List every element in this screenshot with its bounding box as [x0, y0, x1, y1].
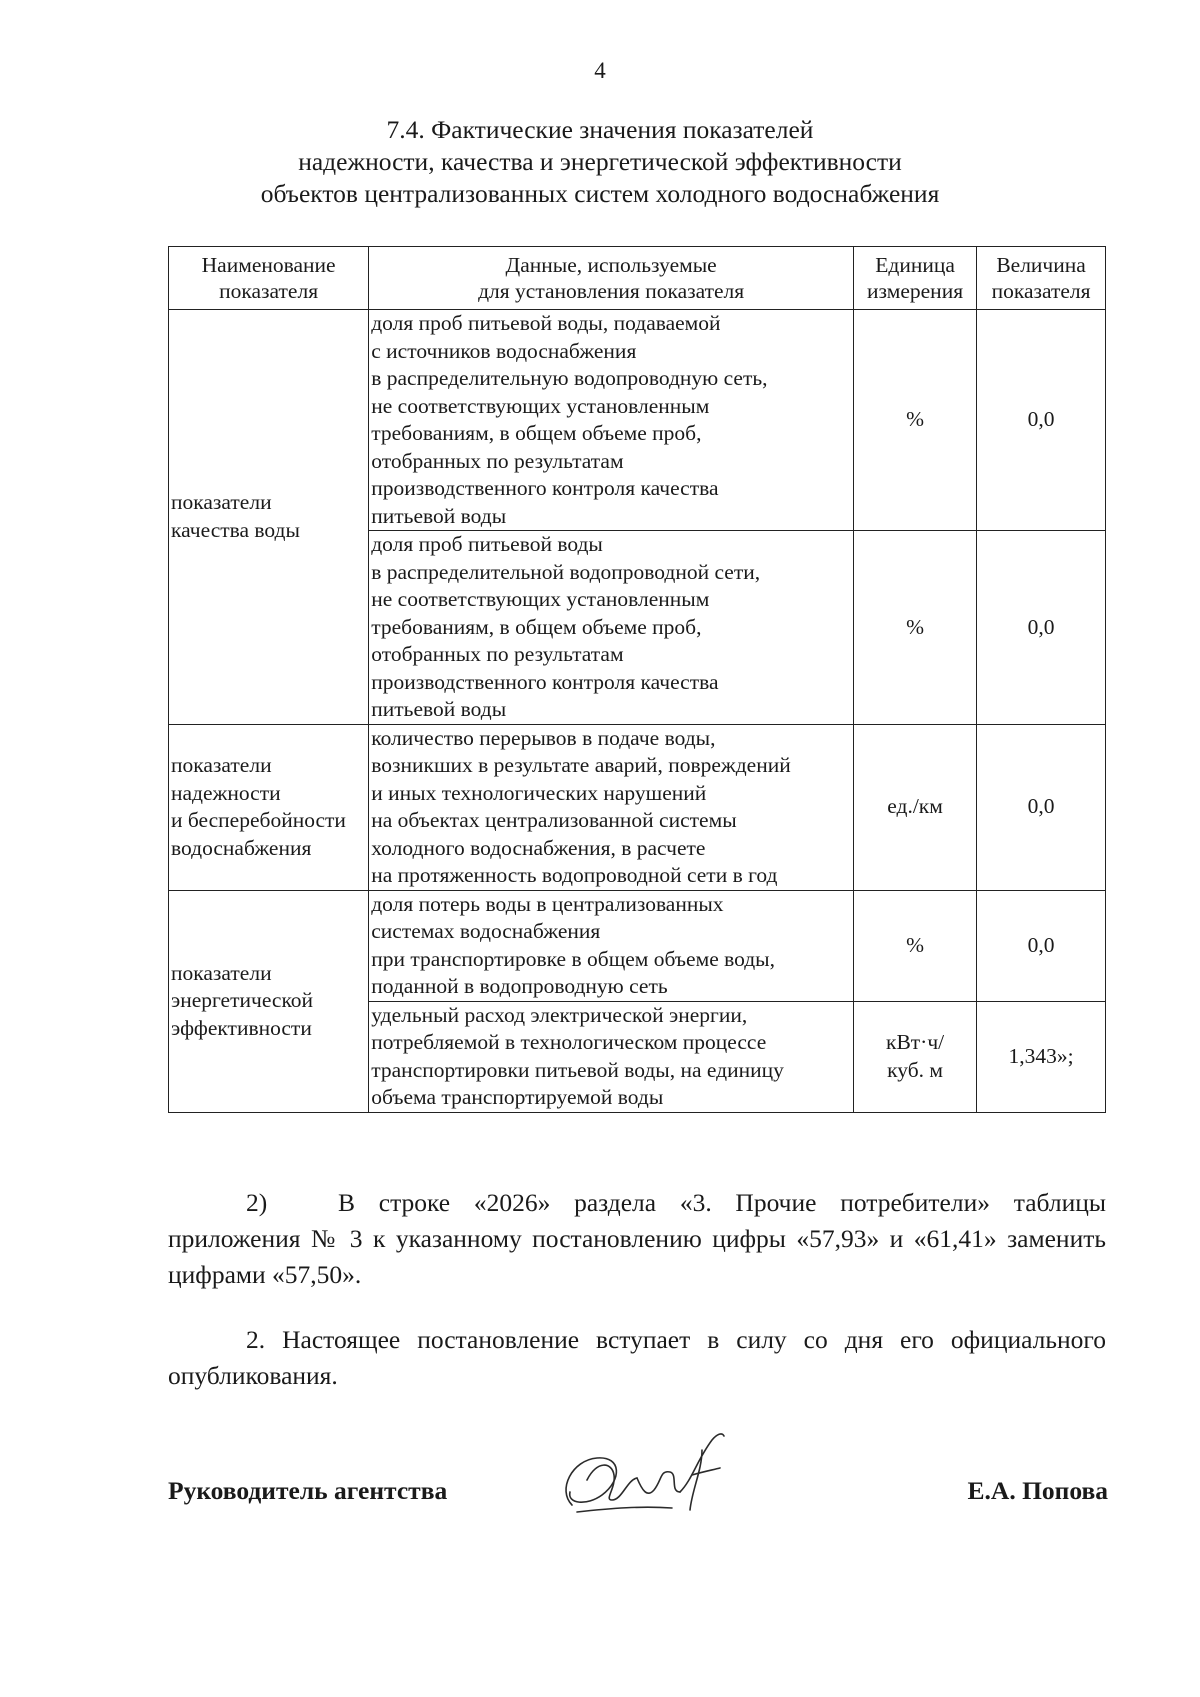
paragraph-amendment — [168, 1185, 1106, 1293]
indicator-value: 0,0 — [977, 890, 1106, 1001]
page-number: 4 — [594, 58, 606, 83]
section-title-line-1: 7.4. Фактические значения показателей — [386, 115, 814, 144]
header-value: Величина показателя — [977, 247, 1106, 310]
header-name: Наименование показателя — [169, 247, 369, 310]
paragraph-text: В строке «2026» раздела «3. Прочие потребители» таблицы приложения № 3 к указанному постановлению цифры «57,93» и «61,41» заменить цифрами «57,50». — [168, 1188, 1106, 1289]
indicator-data-description: удельный расход электрической энергии, потребляемой в технологическом процессе транспортировки питьевой воды, на единицу объема транспортируемой воды — [369, 1001, 854, 1112]
indicator-group-name: показатели качества воды — [169, 310, 369, 725]
handwritten-signature — [552, 1420, 742, 1520]
indicator-value: 1,343»; — [977, 1001, 1106, 1112]
table-row — [169, 724, 1106, 890]
indicator-data-description: доля проб питьевой воды в распределительной водопроводной сети, не соответствующих установленным требованиям, в общем объеме проб, отобранных по результатам производственного контроля качества питьевой воды — [369, 531, 854, 725]
indicator-data-description: количество перерывов в подаче воды, возникших в результате аварий, повреждений и иных технологических нарушений на объектах централизованной системы холодного водоснабжения, в расчете на протяженность водопроводной сети в год — [369, 724, 854, 890]
indicator-group-name: показатели надежности и бесперебойности водоснабжения — [169, 724, 369, 890]
signatory-title: Руководитель агентства — [168, 1476, 448, 1505]
section-title — [0, 114, 1200, 210]
indicator-data-description: доля проб питьевой воды, подаваемой с источников водоснабжения в распределительную водопроводную сеть, не соответствующих установленным требованиям, в общем объеме проб, отобранных по результатам производственного контроля качества питьевой воды — [369, 310, 854, 531]
indicator-value: 0,0 — [977, 724, 1106, 890]
indicator-unit: кВт·ч/ куб. м — [854, 1001, 977, 1112]
paragraph-number: 2) — [246, 1188, 268, 1217]
indicator-unit: % — [854, 310, 977, 531]
table-row — [169, 890, 1106, 1001]
section-title-line-3: объектов централизованных систем холодного водоснабжения — [260, 179, 940, 208]
indicator-value: 0,0 — [977, 531, 1106, 725]
table-row — [169, 310, 1106, 531]
indicator-unit: % — [854, 890, 977, 1001]
paragraph-effective-date: 2. Настоящее постановление вступает в силу со дня его официального опубликования. — [168, 1325, 1106, 1390]
indicator-value: 0,0 — [977, 310, 1106, 531]
indicator-group-name: показатели энергетической эффективности — [169, 890, 369, 1112]
indicator-unit: % — [854, 531, 977, 725]
signatory-name: Е.А. Попова — [967, 1476, 1108, 1505]
header-data: Данные, используемые для установления показателя — [369, 247, 854, 310]
header-unit: Единица измерения — [854, 247, 977, 310]
indicator-unit: ед./км — [854, 724, 977, 890]
section-title-line-2: надежности, качества и энергетической эффективности — [298, 147, 902, 176]
indicator-data-description: доля потерь воды в централизованных системах водоснабжения при транспортировке в общем объеме воды, поданной в водопроводную сеть — [369, 890, 854, 1001]
table-header-row — [169, 247, 1106, 310]
table-body — [169, 310, 1106, 1113]
indicators-table — [168, 246, 1106, 1113]
